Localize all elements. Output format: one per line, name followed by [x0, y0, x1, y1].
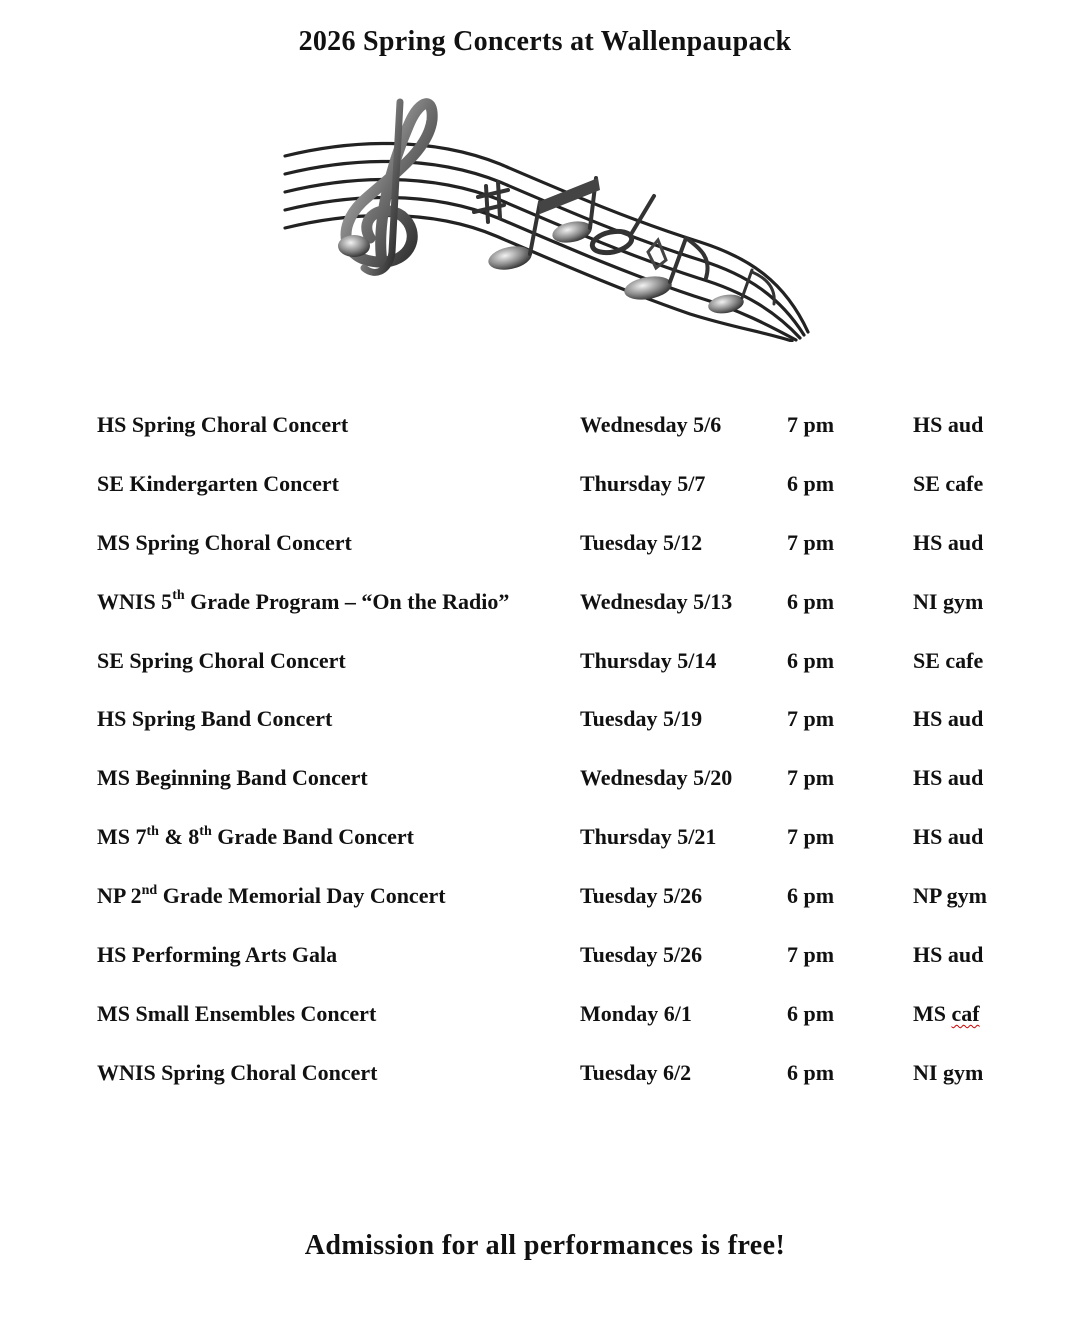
event-time: 6 pm: [787, 647, 835, 673]
event-time: 7 pm: [787, 942, 835, 968]
schedule-row: [97, 935, 1037, 994]
schedule-row: [97, 464, 1037, 523]
event-time: 6 pm: [787, 883, 835, 909]
event-day: Tuesday 5/26: [580, 942, 703, 968]
schedule-row: [97, 699, 1037, 758]
event-day: Thursday 5/7: [580, 470, 706, 496]
event-location: HS aud: [913, 942, 984, 968]
event-day: Tuesday 5/26: [580, 883, 703, 909]
event-location: HS aud: [913, 706, 984, 732]
event-location: NP gym: [913, 883, 987, 909]
event-name: MS 7th & 8th Grade Band Concert: [97, 823, 414, 850]
event-day: Thursday 5/14: [580, 647, 717, 673]
ordinal-suffix: th: [146, 823, 159, 839]
event-name: NP 2nd Grade Memorial Day Concert: [97, 882, 446, 909]
event-location: SE cafe: [913, 647, 984, 673]
event-time: 7 pm: [787, 824, 835, 850]
page-title: 2026 Spring Concerts at Wallenpaupack: [298, 26, 792, 57]
schedule-row: [97, 641, 1037, 700]
event-day: Tuesday 5/12: [580, 529, 703, 555]
event-name: HS Performing Arts Gala: [97, 942, 338, 968]
event-name: WNIS 5th Grade Program – “On the Radio”: [97, 588, 510, 614]
event-day: Monday 6/1: [580, 1000, 692, 1026]
event-day: Thursday 5/21: [580, 824, 717, 850]
event-name: MS Beginning Band Concert: [97, 765, 368, 791]
schedule-row: [97, 1053, 1037, 1112]
schedule-row: [97, 758, 1037, 817]
schedule-row: [97, 876, 1037, 935]
ordinal-suffix: th: [199, 823, 212, 839]
schedule-row: [97, 817, 1037, 876]
event-time: 6 pm: [787, 1059, 835, 1085]
event-time: 6 pm: [787, 470, 835, 496]
schedule-row: [97, 405, 1037, 464]
event-day: Wednesday 5/20: [580, 765, 733, 791]
event-location: HS aud: [913, 412, 984, 437]
event-name: HS Spring Choral Concert: [97, 412, 349, 437]
event-time: 6 pm: [787, 588, 835, 614]
event-time: 7 pm: [787, 706, 835, 732]
event-name: MS Small Ensembles Concert: [97, 1000, 377, 1026]
spellcheck-word: caf: [951, 1000, 980, 1026]
concert-schedule: [97, 405, 1037, 1112]
event-time: 7 pm: [787, 765, 835, 791]
event-name: MS Spring Choral Concert: [97, 529, 352, 555]
admission-note: Admission for all performances is free!: [304, 1230, 786, 1261]
event-location: HS aud: [913, 824, 984, 850]
event-location: HS aud: [913, 765, 984, 791]
event-name: SE Spring Choral Concert: [97, 647, 346, 673]
ordinal-suffix: nd: [141, 882, 158, 898]
event-day: Wednesday 5/6: [580, 412, 722, 437]
schedule-row: [97, 523, 1037, 582]
event-location: NI gym: [913, 588, 984, 614]
event-day: Wednesday 5/13: [580, 588, 733, 614]
event-location: MS caf: [913, 1000, 980, 1026]
event-location: HS aud: [913, 529, 984, 555]
schedule-row: [97, 582, 1037, 641]
event-time: 7 pm: [787, 412, 835, 437]
event-location: NI gym: [913, 1059, 984, 1085]
treble-clef-staff-icon: [280, 92, 815, 342]
event-name: SE Kindergarten Concert: [97, 470, 339, 496]
event-time: 7 pm: [787, 529, 835, 555]
event-time: 6 pm: [787, 1000, 835, 1026]
event-location: SE cafe: [913, 470, 984, 496]
event-day: Tuesday 6/2: [580, 1059, 692, 1085]
event-day: Tuesday 5/19: [580, 706, 703, 732]
event-name: HS Spring Band Concert: [97, 706, 333, 732]
ordinal-suffix: th: [172, 588, 185, 604]
schedule-row: [97, 994, 1037, 1053]
event-name: WNIS Spring Choral Concert: [97, 1059, 378, 1085]
